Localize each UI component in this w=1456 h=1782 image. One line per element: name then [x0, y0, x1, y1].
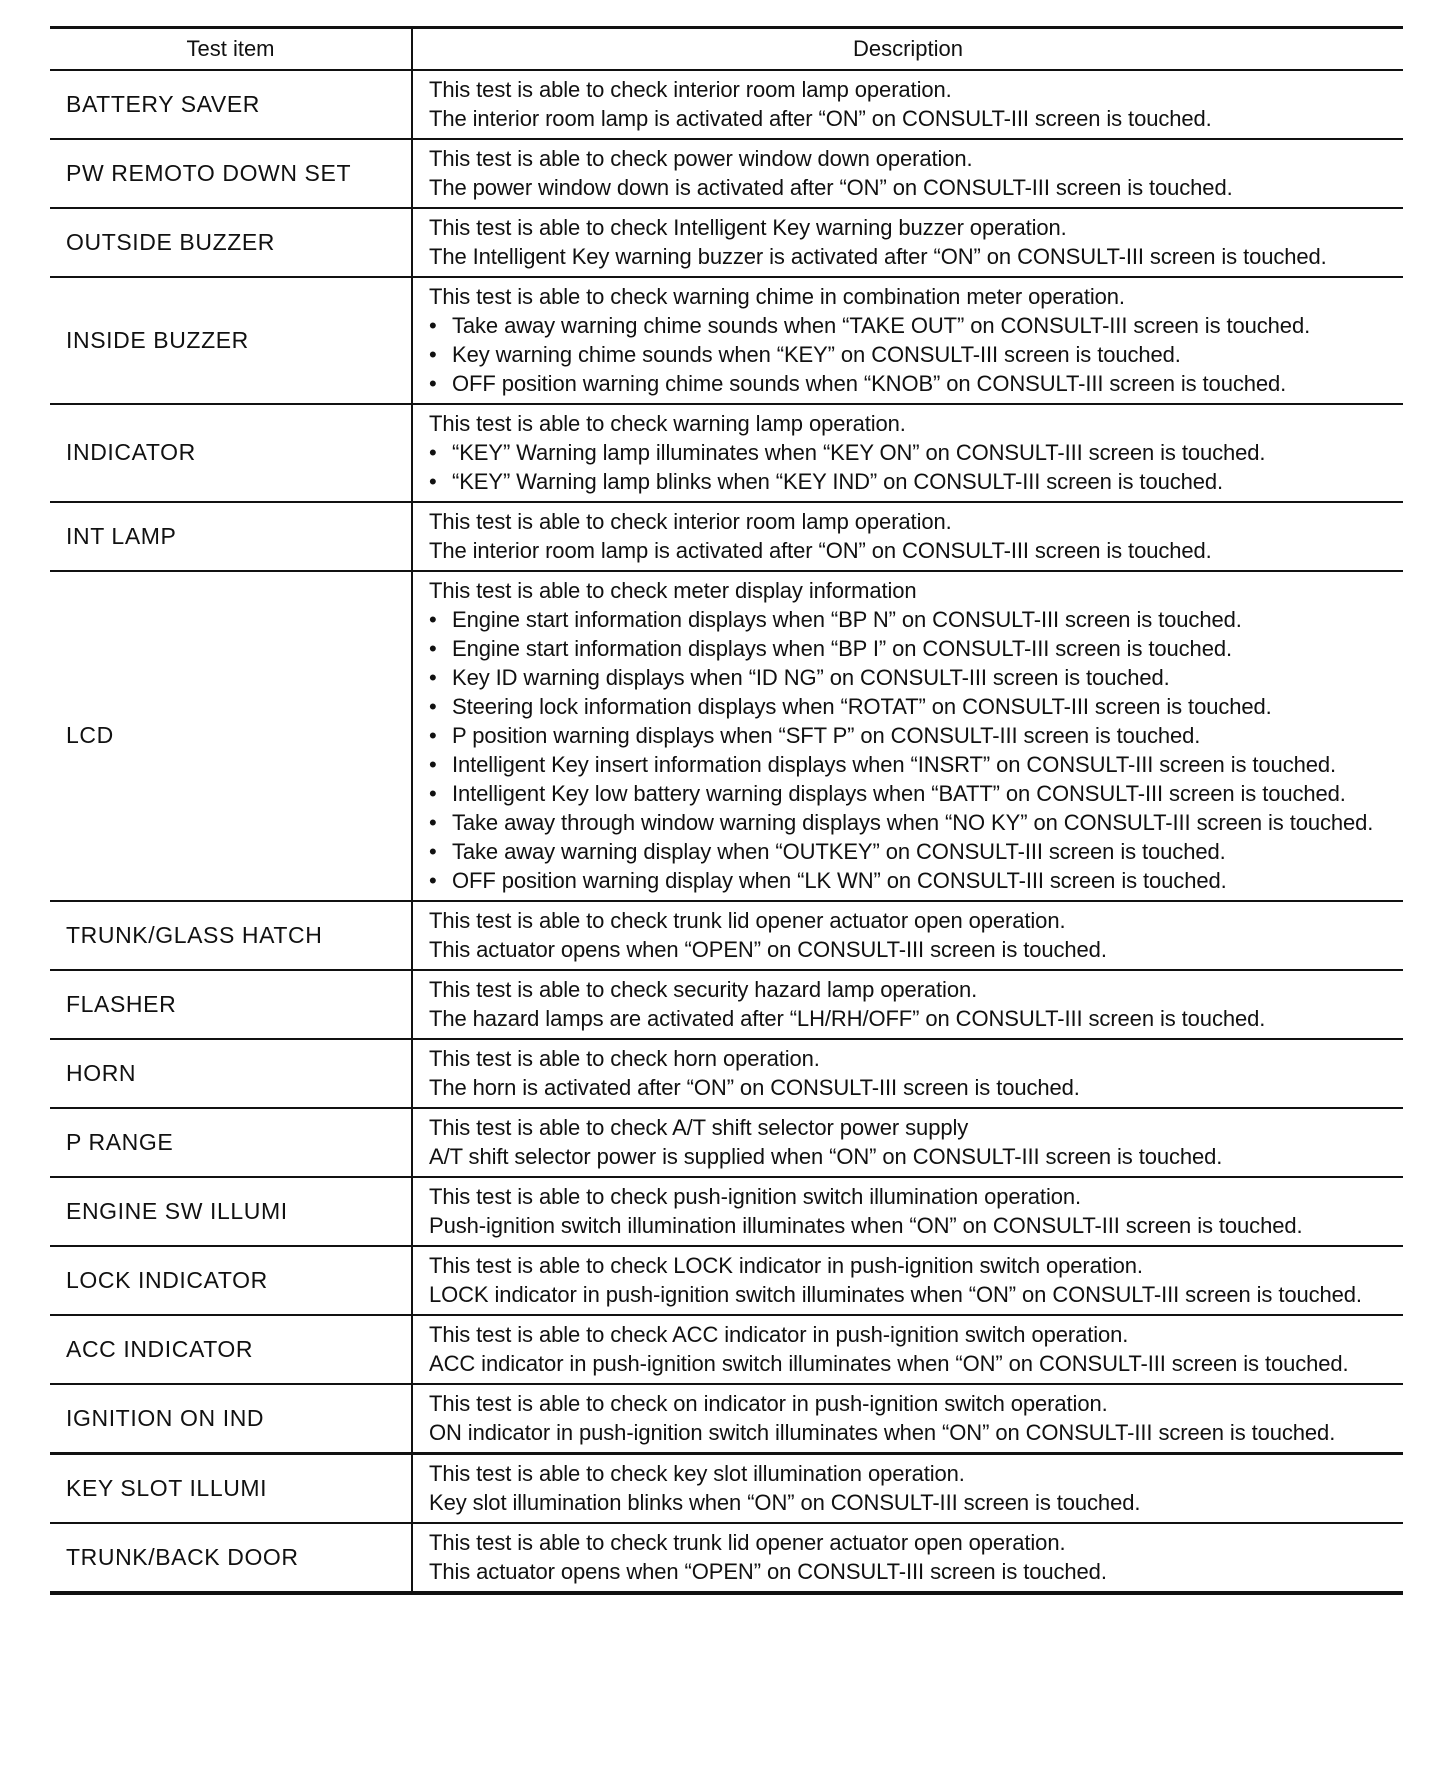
description-line: This test is able to check key slot illumination operation. [429, 1461, 965, 1486]
description-line: This test is able to check interior room lamp operation. [429, 509, 952, 534]
test-item-cell: INT LAMP [50, 502, 412, 571]
description-line: This test is able to check security hazard lamp operation. [429, 977, 978, 1002]
test-item-cell: KEY SLOT ILLUMI [50, 1454, 412, 1524]
test-item-cell: LCD [50, 571, 412, 901]
description-line: This actuator opens when “OPEN” on CONSULT-III screen is touched. [429, 937, 1107, 962]
description-line: ON indicator in push-ignition switch illuminates when “ON” on CONSULT-III screen is touched. [429, 1420, 1336, 1445]
table-row [50, 404, 1403, 502]
description-line: This test is able to check LOCK indicator in push-ignition switch operation. [429, 1253, 1143, 1278]
description-line: This test is able to check A/T shift selector power supply [429, 1115, 969, 1140]
description-line: This actuator opens when “OPEN” on CONSULT-III screen is touched. [429, 1559, 1107, 1584]
description-line: The Intelligent Key warning buzzer is activated after “ON” on CONSULT-III screen is touched. [429, 244, 1327, 269]
description-line: The horn is activated after “ON” on CONSULT-III screen is touched. [429, 1075, 1080, 1100]
description-cell [412, 1384, 1403, 1454]
table-row [50, 502, 1403, 571]
active-test-table [50, 26, 1403, 1595]
description-line: This test is able to check power window down operation. [429, 146, 973, 171]
description-cell [412, 1246, 1403, 1315]
description-cell [412, 1315, 1403, 1384]
description-cell [412, 208, 1403, 277]
description-line: LOCK indicator in push-ignition switch illuminates when “ON” on CONSULT-III screen is touched. [429, 1282, 1362, 1307]
table-row [50, 1039, 1403, 1108]
description-line: ACC indicator in push-ignition switch illuminates when “ON” on CONSULT-III screen is touched. [429, 1351, 1349, 1376]
table-row [50, 901, 1403, 970]
test-item-cell: TRUNK/GLASS HATCH [50, 901, 412, 970]
test-item-cell: HORN [50, 1039, 412, 1108]
description-cell [412, 901, 1403, 970]
description-bullet-item: • “KEY” Warning lamp illuminates when “KEY ON” on CONSULT-III screen is touched. [429, 438, 1397, 467]
description-bullet-item: • OFF position warning display when “LK WN” on CONSULT-III screen is touched. [429, 866, 1397, 895]
table-row [50, 208, 1403, 277]
description-bullet-item: • Engine start information displays when “BP N” on CONSULT-III screen is touched. [429, 605, 1397, 634]
description-line: This test is able to check push-ignition switch illumination operation. [429, 1184, 1082, 1209]
description-line: Push-ignition switch illumination illuminates when “ON” on CONSULT-III screen is touched. [429, 1213, 1303, 1238]
test-item-cell: ACC INDICATOR [50, 1315, 412, 1384]
description-line: This test is able to check Intelligent Key warning buzzer operation. [429, 215, 1067, 240]
test-item-cell: OUTSIDE BUZZER [50, 208, 412, 277]
table-row [50, 571, 1403, 901]
test-item-cell: PW REMOTO DOWN SET [50, 139, 412, 208]
table-row [50, 70, 1403, 139]
table-header-row [50, 28, 1403, 71]
description-bullet-item: • OFF position warning chime sounds when “KNOB” on CONSULT-III screen is touched. [429, 369, 1397, 398]
description-cell [412, 970, 1403, 1039]
test-item-cell: P RANGE [50, 1108, 412, 1177]
test-item-cell: INDICATOR [50, 404, 412, 502]
test-item-cell: TRUNK/BACK DOOR [50, 1523, 412, 1593]
table-row [50, 1246, 1403, 1315]
table-row [50, 1454, 1403, 1524]
table-row [50, 1384, 1403, 1454]
table-row [50, 277, 1403, 404]
description-line: The power window down is activated after “ON” on CONSULT-III screen is touched. [429, 175, 1233, 200]
description-cell [412, 1039, 1403, 1108]
column-header-test-item: Test item [50, 28, 412, 71]
description-bullet-item: • Steering lock information displays when “ROTAT” on CONSULT-III screen is touched. [429, 692, 1397, 721]
description-line: The hazard lamps are activated after “LH/RH/OFF” on CONSULT-III screen is touched. [429, 1006, 1266, 1031]
test-item-cell: BATTERY SAVER [50, 70, 412, 139]
description-cell [412, 571, 1403, 901]
description-line: This test is able to check meter display information [429, 578, 917, 603]
test-item-cell: FLASHER [50, 970, 412, 1039]
description-line: This test is able to check on indicator in push-ignition switch operation. [429, 1391, 1108, 1416]
description-cell [412, 502, 1403, 571]
description-line: The interior room lamp is activated after “ON” on CONSULT-III screen is touched. [429, 538, 1212, 563]
description-bullet-item: • Take away warning chime sounds when “TAKE OUT” on CONSULT-III screen is touched. [429, 311, 1397, 340]
description-line: This test is able to check trunk lid opener actuator open operation. [429, 908, 1066, 933]
description-line: This test is able to check horn operation. [429, 1046, 820, 1071]
description-bullet-item: • “KEY” Warning lamp blinks when “KEY IND” on CONSULT-III screen is touched. [429, 467, 1397, 496]
description-bullet-item: • Take away warning display when “OUTKEY” on CONSULT-III screen is touched. [429, 837, 1397, 866]
active-test-table-page [50, 26, 1403, 1595]
description-bullet-item: • Take away through window warning displays when “NO KY” on CONSULT-III screen is touched. [429, 808, 1397, 837]
description-cell [412, 277, 1403, 404]
column-header-description: Description [412, 28, 1403, 71]
description-bullet-item: • Engine start information displays when “BP I” on CONSULT-III screen is touched. [429, 634, 1397, 663]
table-row [50, 1315, 1403, 1384]
table-row [50, 1108, 1403, 1177]
test-item-cell: ENGINE SW ILLUMI [50, 1177, 412, 1246]
description-cell [412, 404, 1403, 502]
table-body [50, 70, 1403, 1593]
description-bullet-item: • P position warning displays when “SFT P” on CONSULT-III screen is touched. [429, 721, 1397, 750]
test-item-cell: INSIDE BUZZER [50, 277, 412, 404]
description-cell [412, 1108, 1403, 1177]
description-bullet-item: • Key ID warning displays when “ID NG” on CONSULT-III screen is touched. [429, 663, 1397, 692]
description-cell [412, 1523, 1403, 1593]
description-cell [412, 1177, 1403, 1246]
description-line: This test is able to check trunk lid opener actuator open operation. [429, 1530, 1066, 1555]
test-item-cell: IGNITION ON IND [50, 1384, 412, 1454]
description-line: A/T shift selector power is supplied when “ON” on CONSULT-III screen is touched. [429, 1144, 1223, 1169]
description-cell [412, 1454, 1403, 1524]
test-item-cell: LOCK INDICATOR [50, 1246, 412, 1315]
table-row [50, 1177, 1403, 1246]
table-row [50, 1523, 1403, 1593]
description-cell [412, 70, 1403, 139]
description-bullet-item: • Key warning chime sounds when “KEY” on CONSULT-III screen is touched. [429, 340, 1397, 369]
description-bullet-item: • Intelligent Key low battery warning displays when “BATT” on CONSULT-III screen is touched. [429, 779, 1397, 808]
description-line: This test is able to check warning lamp operation. [429, 411, 906, 436]
description-line: Key slot illumination blinks when “ON” on CONSULT-III screen is touched. [429, 1490, 1141, 1515]
table-row [50, 139, 1403, 208]
description-cell [412, 139, 1403, 208]
description-line: This test is able to check ACC indicator in push-ignition switch operation. [429, 1322, 1129, 1347]
description-line: The interior room lamp is activated after “ON” on CONSULT-III screen is touched. [429, 106, 1212, 131]
description-bullet-item: • Intelligent Key insert information displays when “INSRT” on CONSULT-III screen is touched. [429, 750, 1397, 779]
description-line: This test is able to check interior room lamp operation. [429, 77, 952, 102]
description-line: This test is able to check warning chime in combination meter operation. [429, 284, 1125, 309]
table-row [50, 970, 1403, 1039]
